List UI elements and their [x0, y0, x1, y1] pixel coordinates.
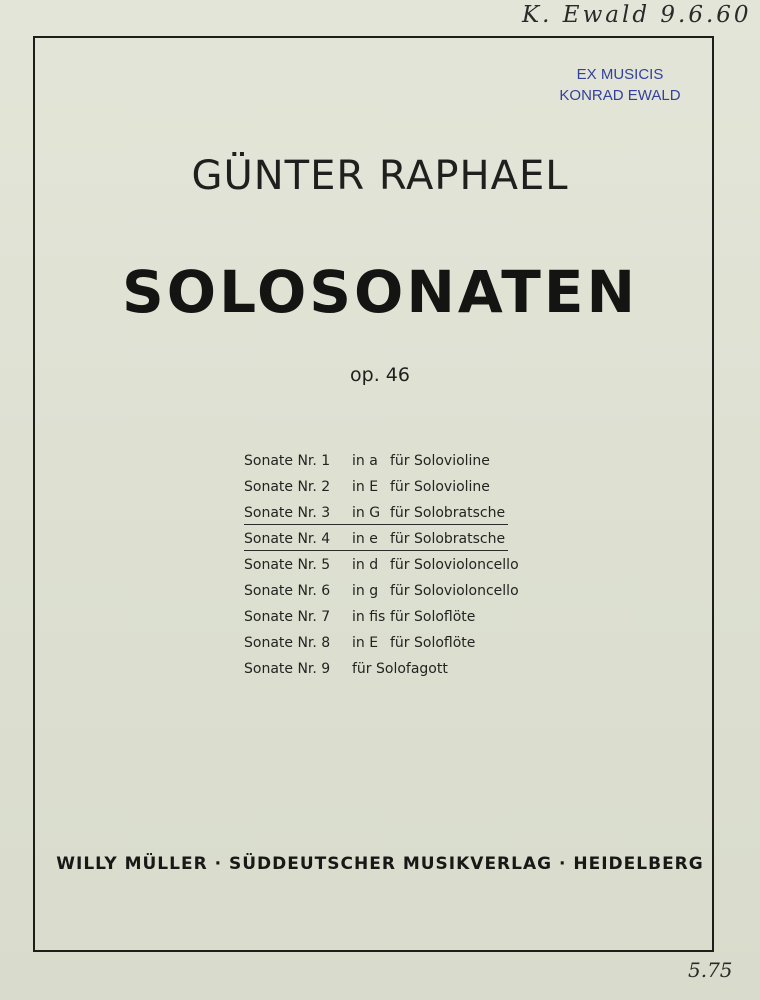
publisher-imprint: WILLY MÜLLER · SÜDDEUTSCHER MUSIKVERLAG · HEIDELBERG	[56, 854, 704, 874]
sonata-number: Sonate Nr. 9	[244, 661, 331, 677]
sonata-key: in G	[352, 505, 381, 521]
sonata-list	[244, 450, 544, 684]
sonata-number: Sonate Nr. 2	[244, 479, 331, 495]
sonata-instrument: für Soloviolon​cello	[390, 583, 519, 599]
composer-name: GÜNTER RAPHAEL	[191, 153, 569, 199]
sonata-number: Sonate Nr. 3	[244, 505, 331, 521]
sonata-key: in a	[352, 453, 378, 469]
work-title: SOLOSONATEN	[121, 258, 638, 326]
sonata-instrument: für Soloviolon​cello	[390, 557, 519, 573]
sonata-instrument: für Soloviolin​e	[390, 479, 490, 495]
ex-libris-stamp	[540, 64, 700, 106]
sonata-key: in E	[352, 479, 379, 495]
sonata-list-item	[244, 658, 544, 684]
sonata-list-item	[244, 450, 544, 476]
sonata-key: in e	[352, 531, 378, 547]
sonata-list-item-underlined	[244, 528, 544, 554]
sonata-instrument: für Solobratsche	[390, 531, 506, 547]
sonata-number: Sonate Nr. 5	[244, 557, 331, 573]
sonata-instrument: für Soloflöte	[390, 609, 476, 625]
sonata-key: in fis	[352, 609, 386, 625]
handwritten-price: 5.75	[688, 958, 733, 982]
sonata-instrument: für Solofagott	[352, 661, 448, 677]
sonata-number: Sonate Nr. 1	[244, 453, 331, 469]
sonata-list-item	[244, 606, 544, 632]
opus-number: op. 46	[350, 364, 410, 386]
sonata-instrument: für Soloflöte	[390, 635, 476, 651]
handwritten-owner-signature: K. Ewald 9.6.60	[522, 2, 752, 28]
sonata-number: Sonate Nr. 8	[244, 635, 331, 651]
stamp-line-1: EX MUSICIS	[576, 66, 664, 83]
sonata-key: in E	[352, 635, 379, 651]
sonata-key: in g	[352, 583, 379, 599]
sonata-number: Sonate Nr. 6	[244, 583, 331, 599]
sonata-key: in d	[352, 557, 379, 573]
sonata-list-item	[244, 476, 544, 502]
sonata-list-item	[244, 632, 544, 658]
sonata-instrument: für Solobratsche	[390, 505, 506, 521]
sonata-list-item	[244, 580, 544, 606]
sonata-number: Sonate Nr. 4	[244, 531, 331, 547]
sonata-list-item	[244, 554, 544, 580]
sonata-number: Sonate Nr. 7	[244, 609, 331, 625]
sonata-instrument: für Soloviolin​e	[390, 453, 490, 469]
stamp-line-2: KONRAD EWALD	[559, 87, 681, 104]
sonata-list-item-underlined	[244, 502, 544, 528]
